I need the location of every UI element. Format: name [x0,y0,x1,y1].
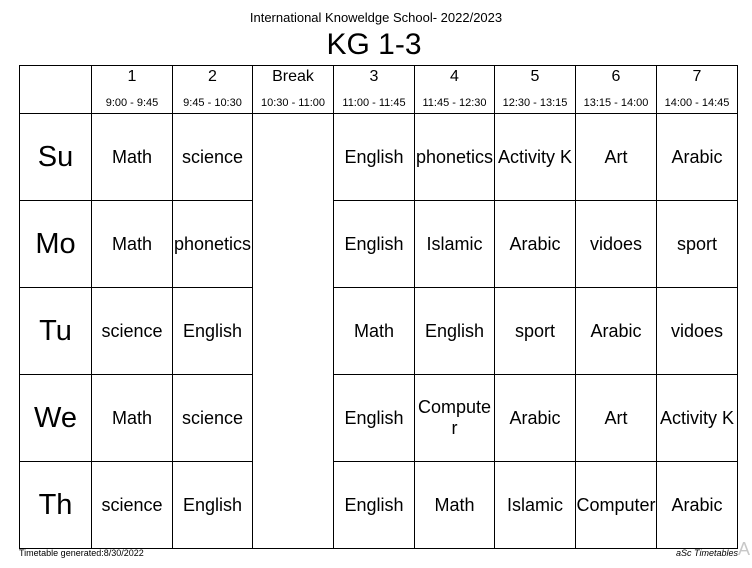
lesson-cell: science [173,375,253,462]
lesson-cell: sport [495,288,576,375]
period-header [657,66,738,114]
lesson-cell: English [415,288,495,375]
lesson-cell: English [334,462,415,549]
lesson-cell: English [173,288,253,375]
lesson-cell: Islamic [495,462,576,549]
header-row [20,66,738,114]
lesson-cell: science [92,462,173,549]
lesson-cell: Math [92,375,173,462]
lesson-cell: science [92,288,173,375]
lesson-cell: phonetics [173,201,253,288]
lesson-cell: vidoes [576,201,657,288]
brand-label: aSc Timetables [676,548,738,558]
lesson-cell: English [173,462,253,549]
day-row [20,288,738,375]
period-label: 7 [692,68,702,85]
lesson-cell: Islamic [415,201,495,288]
period-time: 11:45 - 12:30 [422,97,487,109]
lesson-cell: Art [576,114,657,201]
generated-date: Timetable generated:8/30/2022 [19,548,144,558]
period-label: 1 [127,68,137,85]
period-label: Break [272,68,314,85]
period-time: 10:30 - 11:00 [260,97,325,109]
period-label: 2 [208,68,217,85]
lesson-cell: Arabic [657,462,738,549]
lesson-cell: Computer [415,375,495,462]
lesson-cell: Math [415,462,495,549]
lesson-cell: Art [576,375,657,462]
class-title: KG 1-3 [326,28,422,61]
day-row [20,375,738,462]
period-time: 14:00 - 14:45 [664,97,730,109]
lesson-cell: sport [657,201,738,288]
period-time: 11:00 - 11:45 [342,97,406,109]
break-column [253,114,334,549]
lesson-cell: vidoes [657,288,738,375]
lesson-cell: Math [92,114,173,201]
day-row [20,114,738,201]
lesson-cell: English [334,114,415,201]
period-time: 9:00 - 9:45 [105,97,159,109]
lesson-cell: Activity K [657,375,738,462]
lesson-cell: Arabic [657,114,738,201]
day-label: Th [20,462,92,549]
period-label: 6 [611,68,621,85]
break-header [253,66,334,114]
day-row [20,462,738,549]
school-name: International Knoweldge School- 2022/2023 [249,10,503,25]
lesson-cell: Arabic [495,201,576,288]
period-header [173,66,253,114]
period-label: 4 [450,68,459,85]
day-label: Mo [20,201,92,288]
period-time: 13:15 - 14:00 [583,97,649,109]
lesson-cell: Math [334,288,415,375]
day-label: We [20,375,92,462]
period-header [415,66,495,114]
lesson-cell: science [173,114,253,201]
lesson-cell: Arabic [495,375,576,462]
lesson-cell: Activity K [495,114,576,201]
lesson-cell: English [334,201,415,288]
lesson-cell: Computer [576,462,657,549]
day-label: Su [20,114,92,201]
lesson-cell: phonetics [415,114,495,201]
period-header [334,66,415,114]
corner-letter: A [737,539,750,559]
period-header [576,66,657,114]
corner-cell [20,66,92,114]
period-time: 12:30 - 13:15 [502,97,568,109]
lesson-cell: Arabic [576,288,657,375]
period-label: 5 [530,68,540,85]
day-row [20,201,738,288]
lesson-cell: Math [92,201,173,288]
day-label: Tu [20,288,92,375]
period-label: 3 [369,68,379,85]
timetable [19,65,738,549]
period-time: 9:45 - 10:30 [183,97,242,109]
period-header [92,66,173,114]
lesson-cell: English [334,375,415,462]
period-header [495,66,576,114]
